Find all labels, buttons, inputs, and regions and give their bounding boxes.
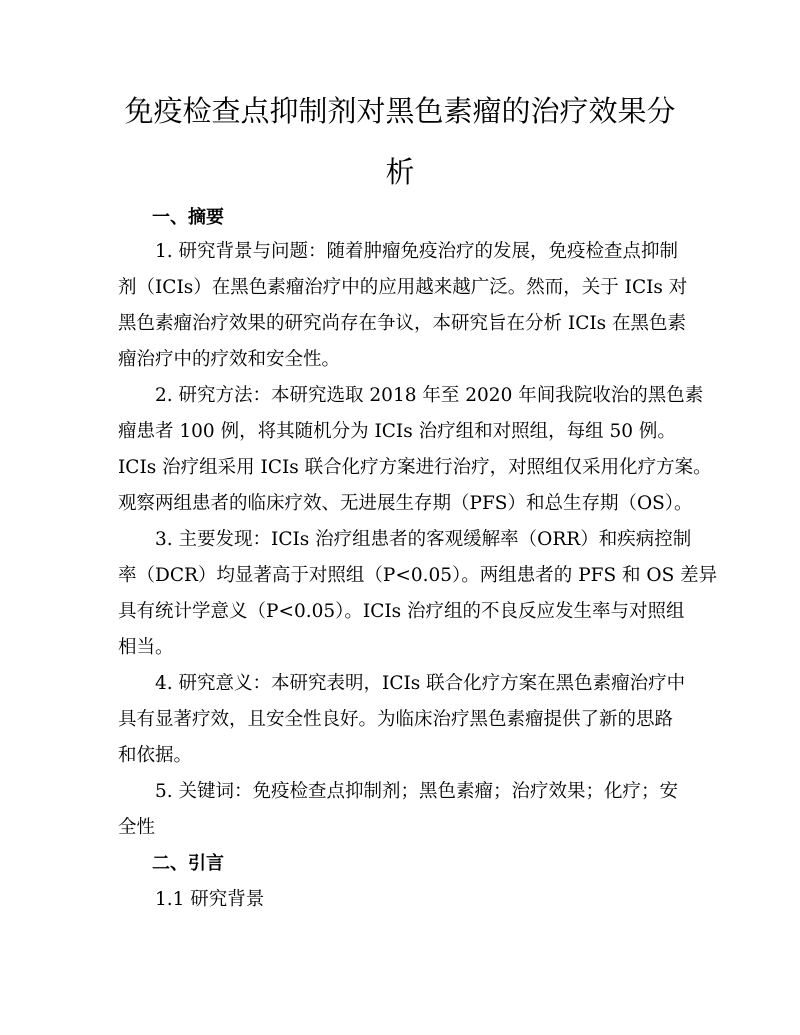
document-title-line-1: 免疫检查点抑制剂对黑色素瘤的治疗效果分: [124, 94, 676, 128]
paragraph-line: 3. 主要发现：ICIs 治疗组患者的客观缓解率（ORR）和疾病控制: [155, 529, 692, 550]
paragraph-line: 瘤患者 100 例，将其随机分为 ICIs 治疗组和对照组，每组 50 例。: [118, 421, 676, 442]
paragraph-line: 具有显著疗效，且安全性良好。为临床治疗黑色素瘤提供了新的思路: [118, 709, 674, 730]
paragraph-line: 相当。: [118, 637, 174, 658]
paragraph-line: 黑色素瘤治疗效果的研究尚存在争议，本研究旨在分析 ICIs 在黑色素: [118, 313, 687, 334]
subsection-heading: 1.1 研究背景: [155, 889, 265, 910]
paragraph-line: 1. 研究背景与问题：随着肿瘤免疫治疗的发展，免疫检查点抑制: [155, 241, 679, 262]
paragraph-line: 全性: [118, 817, 156, 838]
paragraph-line: 瘤治疗中的疗效和安全性。: [118, 349, 341, 370]
paragraph-line: 4. 研究意义：本研究表明，ICIs 联合化疗方案在黑色素瘤治疗中: [155, 673, 686, 694]
section-heading-abstract: 一、摘要: [152, 207, 224, 228]
paragraph-line: 5. 关键词：免疫检查点抑制剂；黑色素瘤；治疗效果；化疗；安: [155, 781, 679, 802]
paragraph-line: 观察两组患者的临床疗效、无进展生存期（PFS）和总生存期（OS）。: [118, 493, 693, 514]
paragraph-line: 和依据。: [118, 745, 193, 766]
document-title-line-2: 析: [385, 155, 415, 189]
paragraph-line: 剂（ICIs）在黑色素瘤治疗中的应用越来越广泛。然而，关于 ICIs 对: [118, 277, 688, 298]
paragraph-line: 具有统计学意义（P<0.05）。ICIs 治疗组的不良反应发生率与对照组: [118, 601, 685, 622]
paragraph-line: 2. 研究方法：本研究选取 2018 年至 2020 年间我院收治的黑色素: [155, 385, 704, 406]
section-heading-introduction: 二、引言: [152, 853, 224, 874]
paragraph-line: ICIs 治疗组采用 ICIs 联合化疗方案进行治疗，对照组仅采用化疗方案。: [118, 457, 712, 478]
paragraph-line: 率（DCR）均显著高于对照组（P<0.05）。两组患者的 PFS 和 OS 差异: [118, 565, 718, 586]
